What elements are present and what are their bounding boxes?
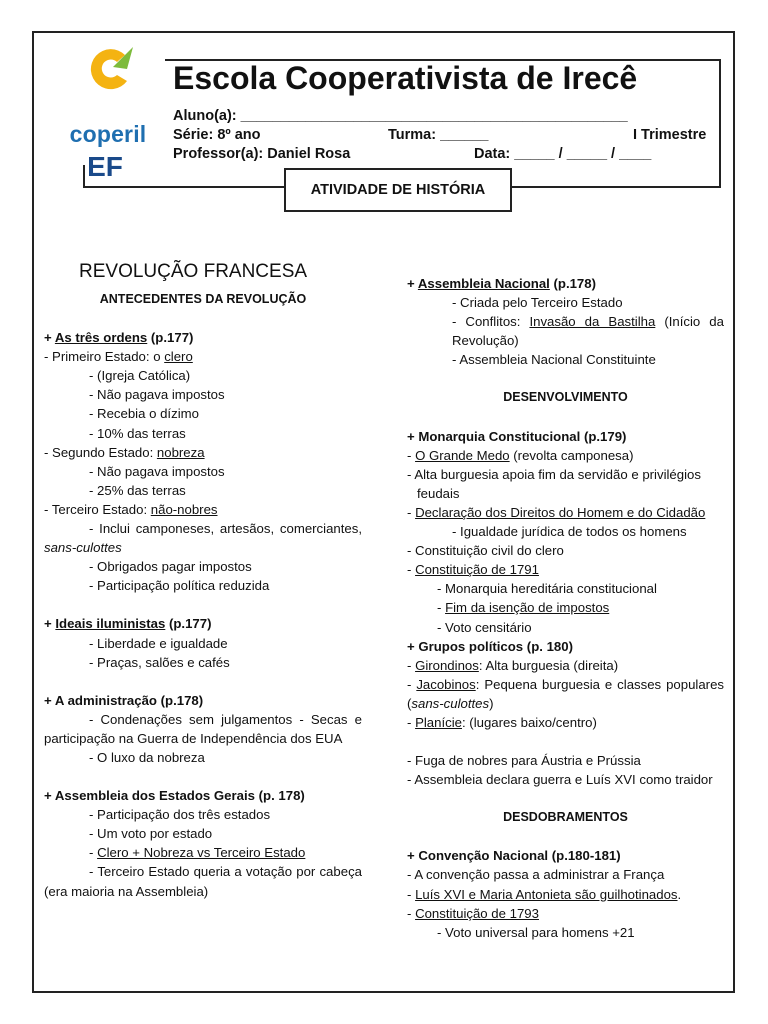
list-item: - Obrigados pagar impostos [89, 559, 252, 575]
list-item: - Monarquia hereditária constitucional [437, 581, 657, 597]
aluno-field: Aluno(a): ________________________________________________ [173, 108, 628, 124]
list-item: - Constituição civil do clero [407, 543, 564, 559]
section-desdobramentos: DESDOBRAMENTOS [503, 810, 628, 825]
list-item: - Conflitos: Invasão da Bastilha (Início da Revolução) [452, 314, 724, 349]
logo-text: coperil [69, 121, 147, 147]
page-title: REVOLUÇÃO FRANCESA [79, 261, 308, 282]
list-item: - Condenações sem julgamentos - Secas e participação na Guerra de Independência dos EUA [44, 711, 362, 746]
list-item: - Alta burguesia apoia fim da servidão e privilégios feudais [407, 466, 701, 501]
list-item: - O Grande Medo (revolta camponesa) [407, 447, 634, 463]
list-item: - Voto censitário [437, 619, 532, 635]
list-item: - Planície: (lugares baixo/centro) [407, 714, 597, 730]
list-item: - Participação dos três estados [89, 807, 271, 823]
list-item: - Praças, salões e cafés [89, 654, 230, 670]
school-logo [47, 39, 165, 182]
serie-field: Série: 8º ano [173, 127, 261, 143]
list-item: - A convenção passa a administrar a França [407, 867, 665, 883]
list-item: - O luxo da nobreza [89, 749, 205, 765]
list-item: - Fuga de nobres para Áustria e Prússia [407, 753, 641, 769]
turma-field: Turma: ______ [388, 127, 489, 143]
logo-c-icon [87, 45, 135, 95]
topic-tres-ordens: + As três ordens (p.177) [44, 330, 194, 346]
topic-grupos-politicos: + Grupos políticos (p. 180) [407, 638, 573, 654]
section-desenvolvimento: DESENVOLVIMENTO [503, 390, 628, 405]
list-item: - (Igreja Católica) [89, 368, 191, 384]
list-item: - Constituição de 1793 [407, 905, 539, 921]
list-item: - Fim da isenção de impostos [437, 600, 610, 616]
left-column [44, 260, 362, 901]
topic-convencao-nacional: + Convenção Nacional (p.180-181) [407, 848, 621, 864]
topic-estados-gerais: + Assembleia dos Estados Gerais (p. 178) [44, 788, 305, 804]
list-item: - Girondinos: Alta burguesia (direita) [407, 657, 619, 673]
list-item: - Terceiro Estado: não-nobres [44, 501, 218, 517]
trimestre-label: I Trimestre [633, 127, 707, 143]
list-item: - Não pagava impostos [89, 387, 225, 403]
topic-administracao: + A administração (p.178) [44, 692, 204, 708]
list-item: - 25% das terras [89, 482, 186, 498]
list-item: - Criada pelo Terceiro Estado [452, 295, 623, 311]
list-item: - Participação política reduzida [89, 578, 270, 594]
data-field: Data: _____ / _____ / ____ [474, 146, 652, 162]
logo-sub: EF [87, 151, 123, 182]
list-item: - Clero + Nobreza vs Terceiro Estado [89, 845, 306, 861]
list-item: - Assembleia declara guerra e Luís XVI como traidor [407, 772, 713, 788]
topic-monarquia-constitucional: + Monarquia Constitucional (p.179) [407, 428, 627, 444]
list-item: - Jacobinos: Pequena burguesia e classes populares (sans-culottes) [407, 676, 724, 711]
professor-field: Professor(a): Daniel Rosa [173, 146, 351, 162]
list-item: - Não pagava impostos [89, 463, 225, 479]
school-name: Escola Cooperativista de Irecê [173, 60, 638, 96]
list-item: - 10% das terras [89, 425, 186, 441]
list-item: - Primeiro Estado: o clero [44, 349, 193, 365]
list-item: - Inclui camponeses, artesãos, comerciantes, sans-culottes [44, 521, 362, 556]
list-item: - Igualdade jurídica de todos os homens [452, 524, 687, 540]
list-item: - Voto universal para homens +21 [437, 924, 635, 940]
list-item: - Terceiro Estado queria a votação por cabeça (era maioria na Assembleia) [44, 864, 362, 899]
topic-assembleia-nacional: + Assembleia Nacional (p.178) [407, 276, 596, 291]
list-item: - Um voto por estado [89, 826, 213, 842]
list-item: - Recebia o dízimo [89, 406, 199, 422]
list-item: - Constituição de 1791 [407, 562, 539, 578]
topic-ideais-iluministas: + Ideais iluministas (p.177) [44, 616, 212, 632]
activity-title: ATIVIDADE DE HISTÓRIA [284, 168, 512, 212]
list-item: - Declaração dos Direitos do Homem e do Cidadão [407, 504, 706, 520]
list-item: - Luís XVI e Maria Antonieta são guilhotinados. [407, 886, 682, 902]
section-antecedentes: ANTECEDENTES DA REVOLUÇÃO [99, 292, 307, 306]
list-item: - Liberdade e igualdade [89, 635, 228, 651]
right-column [407, 274, 724, 942]
list-item: - Segundo Estado: nobreza [44, 444, 205, 460]
list-item: - Assembleia Nacional Constituinte [452, 352, 656, 368]
